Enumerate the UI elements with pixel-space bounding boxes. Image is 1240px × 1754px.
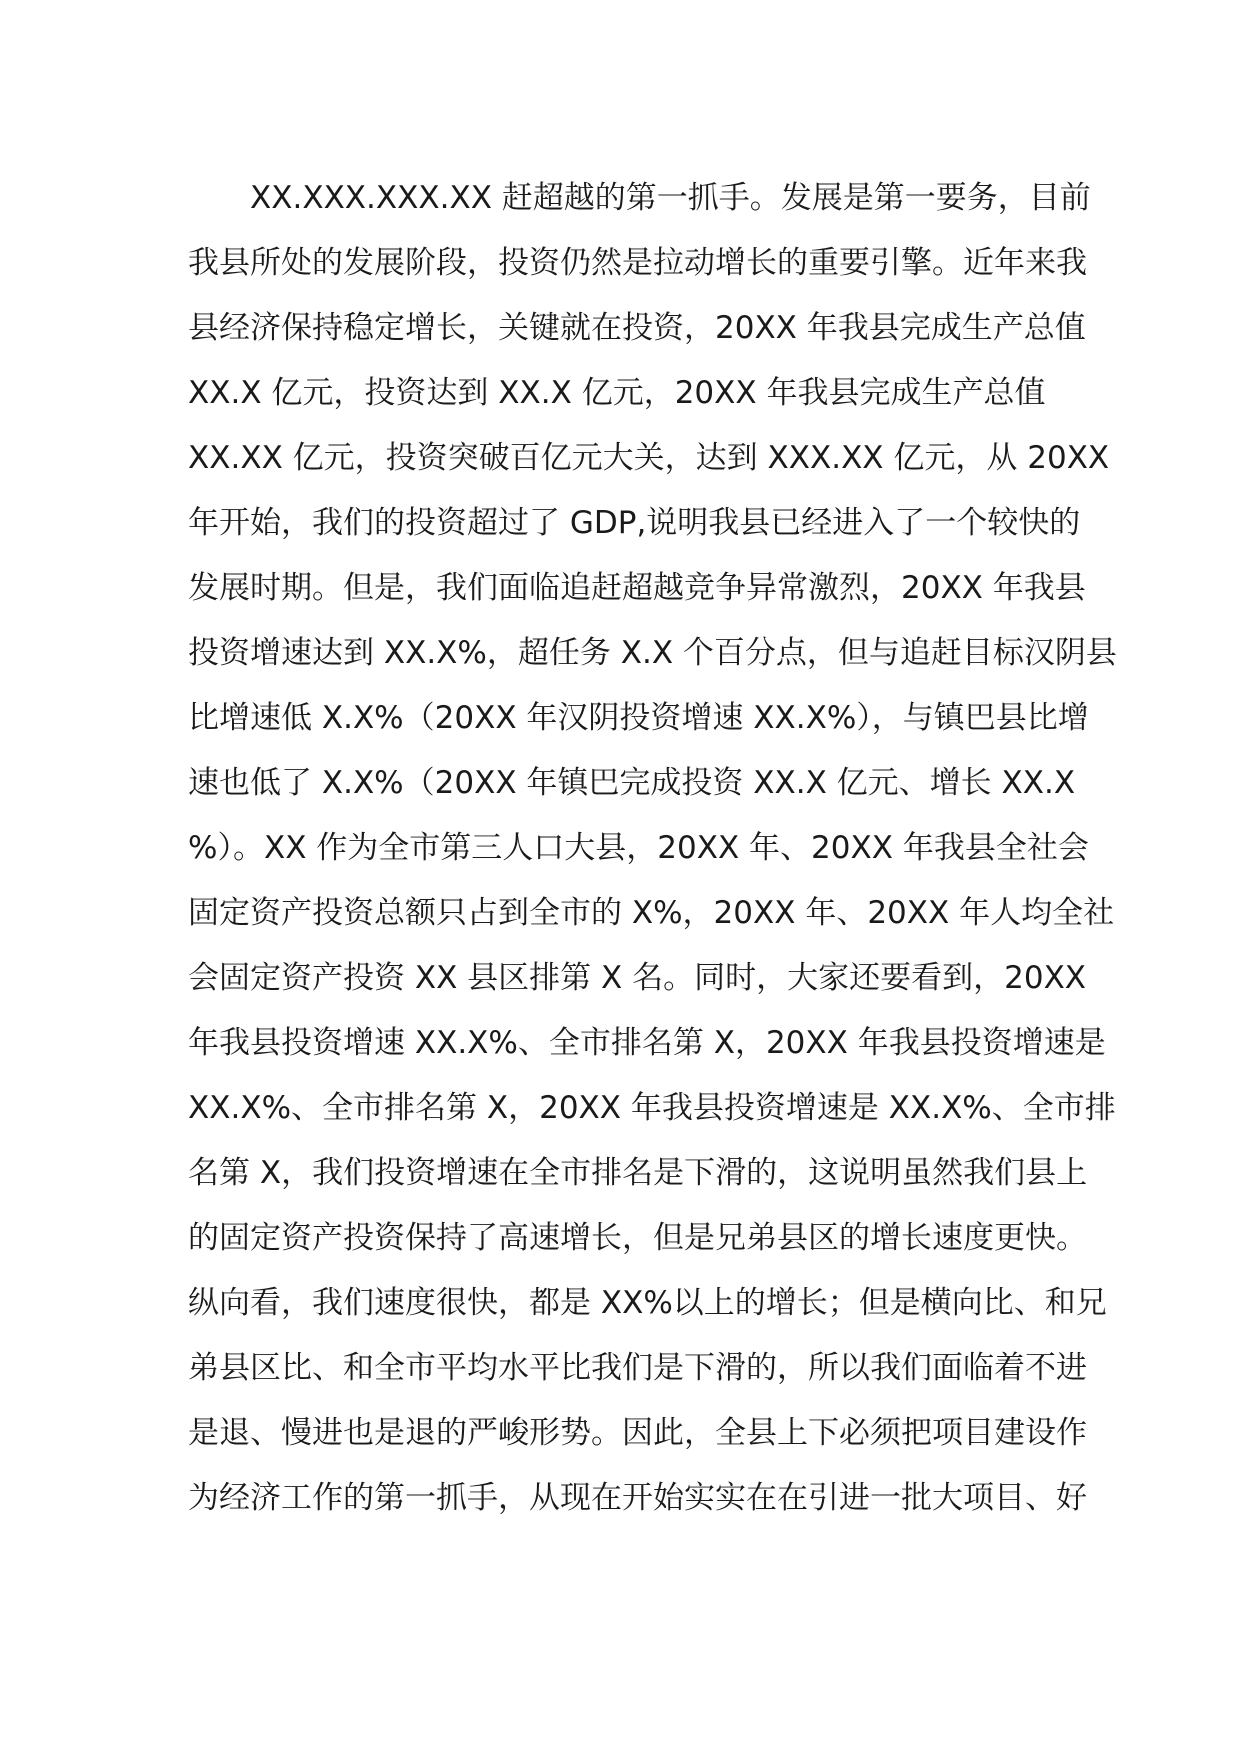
- paragraph-line-3: 县经济保持稳定增长，关键就在投资，20XX 年我县完成生产总值: [188, 310, 1086, 346]
- paragraph-line-21: 为经济工作的第一抓手，从现在开始实实在在引进一批大项目、好: [188, 1480, 1087, 1516]
- paragraph-line-11: %）。XX 作为全市第三人口大县，20XX 年、20XX 年我县全社会: [188, 830, 1089, 866]
- paragraph-line-4: XX.X 亿元，投资达到 XX.X 亿元，20XX 年我县完成生产总值: [188, 375, 1046, 411]
- paragraph-line-10: 速也低了 X.X%（20XX 年镇巴完成投资 XX.X 亿元、增长 XX.X: [188, 765, 1076, 801]
- paragraph-line-7: 发展时期。但是，我们面临追赶超越竞争异常激烈，20XX 年我县: [188, 570, 1086, 606]
- body-paragraph: [188, 166, 1117, 1531]
- paragraph-line-16: 名第 X，我们投资增速在全市排名是下滑的，这说明虽然我们县上: [188, 1155, 1088, 1191]
- paragraph-line-13: 会固定资产投资 XX 县区排第 X 名。同时，大家还要看到，20XX: [188, 960, 1087, 996]
- paragraph-line-12: 固定资产投资总额只占到全市的 X%，20XX 年、20XX 年人均全社: [188, 895, 1115, 931]
- paragraph-line-17: 的固定资产投资保持了高速增长，但是兄弟县区的增长速度更快。: [188, 1220, 1087, 1256]
- paragraph-line-1: XX.XXX.XXX.XX 赶超越的第一抓手。发展是第一要务，目前: [250, 180, 1091, 216]
- paragraph-line-18: 纵向看，我们速度很快，都是 XX%以上的增长；但是横向比、和兄: [188, 1285, 1107, 1321]
- paragraph-line-2: 我县所处的发展阶段，投资仍然是拉动增长的重要引擎。近年来我: [188, 245, 1087, 281]
- paragraph-line-5: XX.XX 亿元，投资突破百亿元大关，达到 XXX.XX 亿元，从 20XX: [188, 440, 1110, 476]
- paragraph-line-19: 弟县区比、和全市平均水平比我们是下滑的，所以我们面临着不进: [188, 1350, 1087, 1386]
- paragraph-line-8: 投资增速达到 XX.X%，超任务 X.X 个百分点，但与追赶目标汉阴县: [188, 635, 1117, 671]
- paragraph-line-9: 比增速低 X.X%（20XX 年汉阴投资增速 XX.X%），与镇巴县比增: [188, 700, 1089, 736]
- paragraph-line-14: 年我县投资增速 XX.X%、全市排名第 X，20XX 年我县投资增速是: [188, 1025, 1106, 1061]
- paragraph-line-6: 年开始，我们的投资超过了 GDP,说明我县已经进入了一个较快的: [188, 505, 1081, 541]
- paragraph-line-15: XX.X%、全市排名第 X，20XX 年我县投资增速是 XX.X%、全市排: [188, 1090, 1116, 1126]
- paragraph-line-20: 是退、慢进也是退的严峻形势。因此，全县上下必须把项目建设作: [188, 1415, 1087, 1451]
